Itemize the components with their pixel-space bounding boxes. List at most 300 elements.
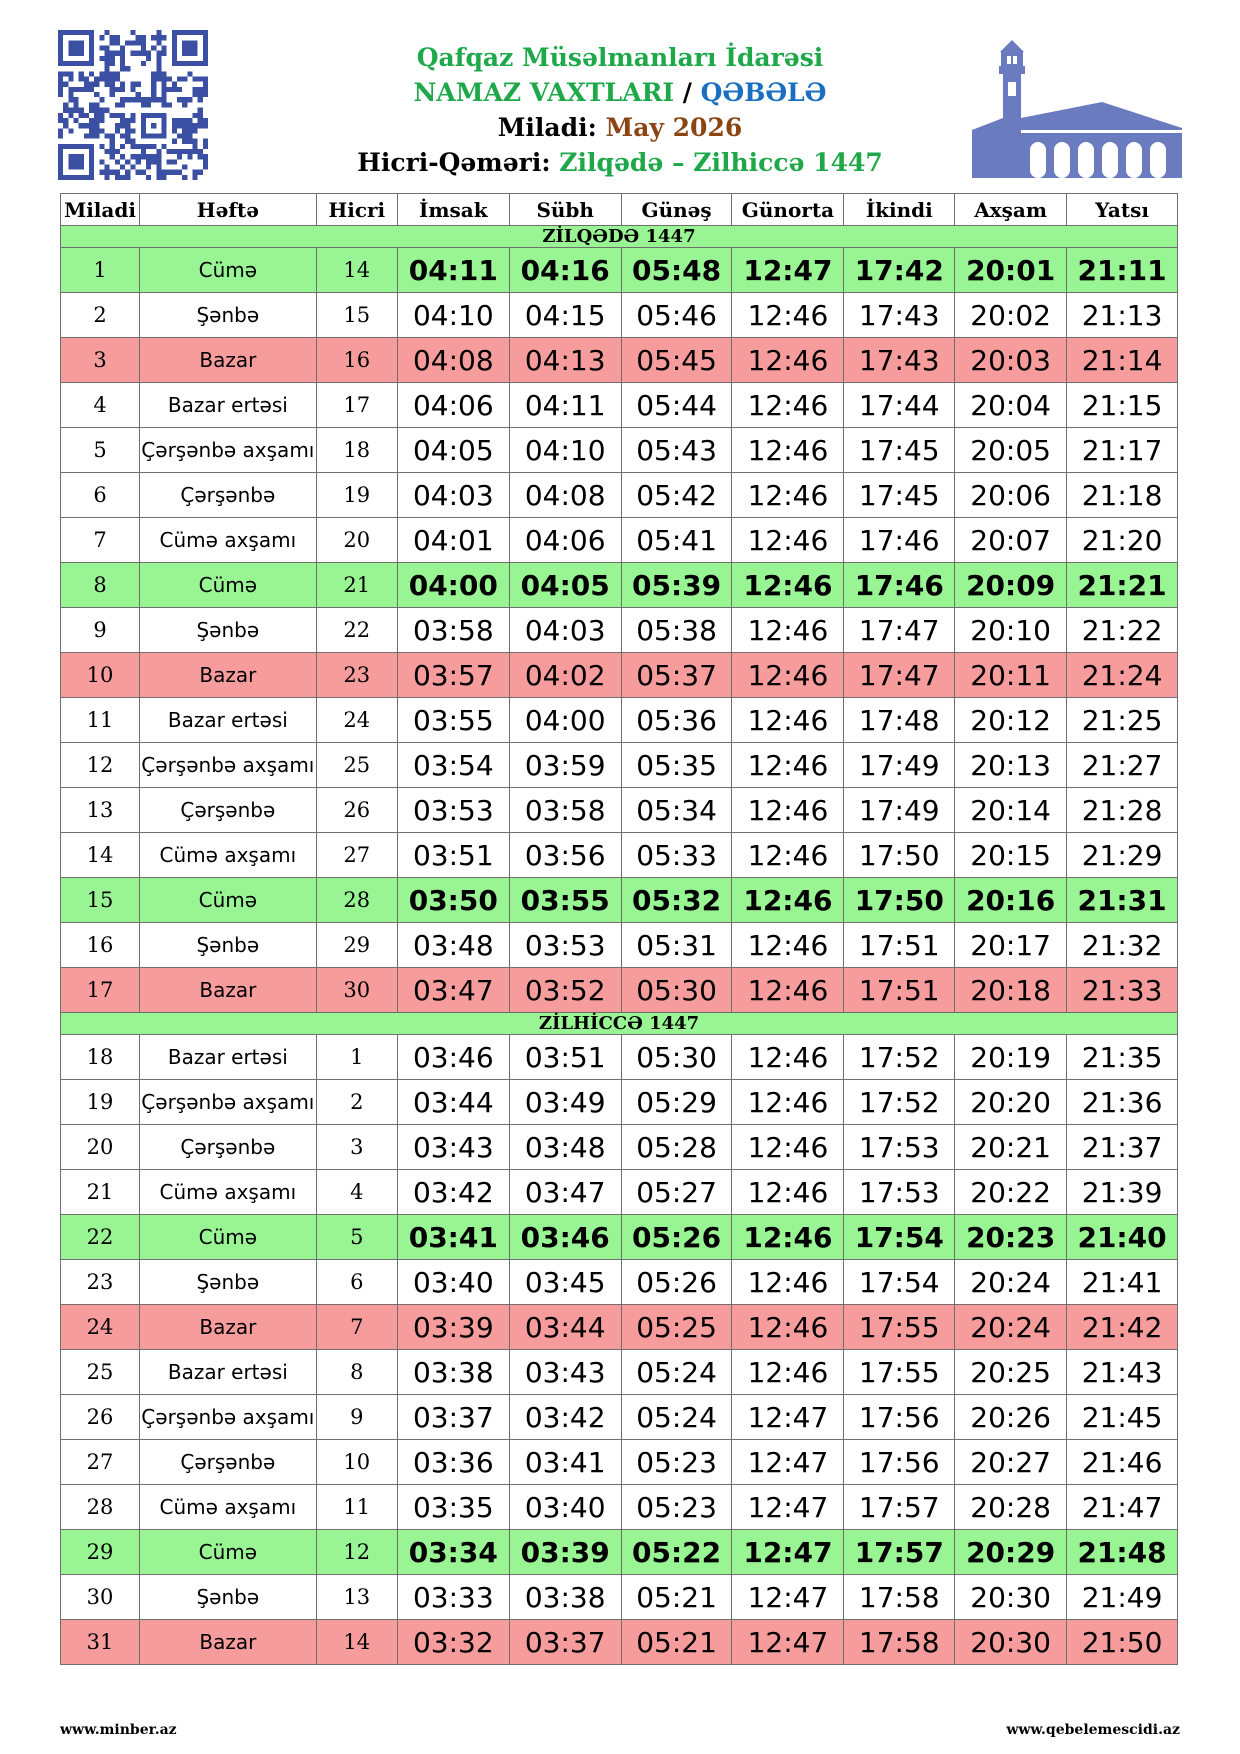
- axsam-time: 20:29: [955, 1530, 1067, 1575]
- page-header: [300, 40, 940, 180]
- miladi-day: 28: [61, 1485, 140, 1530]
- hijri-day: 29: [316, 923, 397, 968]
- section-header-row: [61, 1013, 1178, 1035]
- imsak-time: 03:43: [397, 1125, 509, 1170]
- axsam-time: 20:14: [955, 788, 1067, 833]
- hijri-day: 2: [316, 1080, 397, 1125]
- miladi-day: 7: [61, 518, 140, 563]
- gunorta-time: 12:46: [732, 743, 844, 788]
- imsak-time: 03:51: [397, 833, 509, 878]
- miladi-day: 13: [61, 788, 140, 833]
- miladi-value: May 2026: [605, 113, 743, 142]
- subh-time: 03:58: [509, 788, 621, 833]
- weekday: Çərşənbə: [140, 1440, 317, 1485]
- yatsi-time: 21:50: [1067, 1620, 1178, 1665]
- column-header: Günorta: [732, 194, 844, 226]
- imsak-time: 03:54: [397, 743, 509, 788]
- axsam-time: 20:03: [955, 338, 1067, 383]
- subh-time: 04:11: [509, 383, 621, 428]
- subh-time: 03:46: [509, 1215, 621, 1260]
- footer-right-link[interactable]: www.qebelemescidi.az: [1006, 1722, 1180, 1738]
- gunes-time: 05:36: [621, 698, 732, 743]
- imsak-time: 03:42: [397, 1170, 509, 1215]
- table-header-row: [61, 194, 1178, 226]
- miladi-day: 5: [61, 428, 140, 473]
- weekday: Cümə axşamı: [140, 833, 317, 878]
- ikindi-time: 17:51: [844, 923, 955, 968]
- gunes-time: 05:34: [621, 788, 732, 833]
- table-row: [61, 1485, 1178, 1530]
- yatsi-time: 21:20: [1067, 518, 1178, 563]
- gunes-time: 05:29: [621, 1080, 732, 1125]
- gunes-time: 05:31: [621, 923, 732, 968]
- miladi-label: Miladi:: [497, 113, 597, 142]
- axsam-time: 20:10: [955, 608, 1067, 653]
- axsam-time: 20:30: [955, 1620, 1067, 1665]
- yatsi-time: 21:40: [1067, 1215, 1178, 1260]
- gunorta-time: 12:46: [732, 608, 844, 653]
- table-row: [61, 923, 1178, 968]
- axsam-time: 20:27: [955, 1440, 1067, 1485]
- table-body: [61, 226, 1178, 1665]
- hijri-day: 22: [316, 608, 397, 653]
- gunes-time: 05:21: [621, 1620, 732, 1665]
- subh-time: 03:59: [509, 743, 621, 788]
- miladi-day: 2: [61, 293, 140, 338]
- imsak-time: 03:53: [397, 788, 509, 833]
- gunorta-time: 12:47: [732, 1575, 844, 1620]
- imsak-time: 04:06: [397, 383, 509, 428]
- imsak-time: 03:37: [397, 1395, 509, 1440]
- hijri-day: 14: [316, 248, 397, 293]
- gunes-time: 05:35: [621, 743, 732, 788]
- gunes-time: 05:28: [621, 1125, 732, 1170]
- yatsi-time: 21:31: [1067, 878, 1178, 923]
- miladi-day: 25: [61, 1350, 140, 1395]
- miladi-day: 9: [61, 608, 140, 653]
- ikindi-time: 17:45: [844, 428, 955, 473]
- gunorta-time: 12:46: [732, 878, 844, 923]
- axsam-time: 20:21: [955, 1125, 1067, 1170]
- gunes-time: 05:43: [621, 428, 732, 473]
- yatsi-time: 21:24: [1067, 653, 1178, 698]
- footer-left-link[interactable]: www.minber.az: [60, 1722, 177, 1738]
- subh-time: 04:00: [509, 698, 621, 743]
- weekday: Çərşənbə: [140, 1125, 317, 1170]
- gunes-time: 05:24: [621, 1395, 732, 1440]
- hijri-day: 3: [316, 1125, 397, 1170]
- weekday: Bazar: [140, 653, 317, 698]
- axsam-time: 20:05: [955, 428, 1067, 473]
- subh-time: 03:42: [509, 1395, 621, 1440]
- yatsi-time: 21:27: [1067, 743, 1178, 788]
- gunorta-time: 12:47: [732, 1395, 844, 1440]
- weekday: Cümə: [140, 1215, 317, 1260]
- weekday: Şənbə: [140, 608, 317, 653]
- hijri-day: 7: [316, 1305, 397, 1350]
- miladi-day: 27: [61, 1440, 140, 1485]
- axsam-time: 20:28: [955, 1485, 1067, 1530]
- mosque-minaret-icon: [972, 30, 1182, 180]
- table-row: [61, 1395, 1178, 1440]
- gunes-time: 05:23: [621, 1485, 732, 1530]
- table-row: [61, 563, 1178, 608]
- weekday: Çərşənbə axşamı: [140, 743, 317, 788]
- prayer-times-table: [60, 193, 1178, 1665]
- miladi-day: 16: [61, 923, 140, 968]
- imsak-time: 03:58: [397, 608, 509, 653]
- hijri-line: [300, 145, 940, 180]
- gunes-time: 05:26: [621, 1260, 732, 1305]
- yatsi-time: 21:14: [1067, 338, 1178, 383]
- table-row: [61, 788, 1178, 833]
- table-row: [61, 1305, 1178, 1350]
- subh-time: 03:52: [509, 968, 621, 1013]
- axsam-time: 20:26: [955, 1395, 1067, 1440]
- hijri-label: Hicri-Qəməri:: [357, 148, 551, 177]
- ikindi-time: 17:57: [844, 1530, 955, 1575]
- gunorta-time: 12:46: [732, 1035, 844, 1080]
- table-row: [61, 338, 1178, 383]
- imsak-time: 03:50: [397, 878, 509, 923]
- ikindi-time: 17:56: [844, 1440, 955, 1485]
- ikindi-time: 17:49: [844, 743, 955, 788]
- table-row: [61, 743, 1178, 788]
- subh-time: 03:39: [509, 1530, 621, 1575]
- ikindi-time: 17:58: [844, 1575, 955, 1620]
- weekday: Bazar: [140, 1305, 317, 1350]
- miladi-day: 21: [61, 1170, 140, 1215]
- ikindi-time: 17:55: [844, 1350, 955, 1395]
- table-row: [61, 653, 1178, 698]
- hijri-day: 19: [316, 473, 397, 518]
- table-row: [61, 698, 1178, 743]
- ikindi-time: 17:53: [844, 1170, 955, 1215]
- gunorta-time: 12:47: [732, 1440, 844, 1485]
- gunorta-time: 12:46: [732, 1260, 844, 1305]
- imsak-time: 04:01: [397, 518, 509, 563]
- weekday: Bazar: [140, 338, 317, 383]
- yatsi-time: 21:46: [1067, 1440, 1178, 1485]
- imsak-time: 03:40: [397, 1260, 509, 1305]
- yatsi-time: 21:47: [1067, 1485, 1178, 1530]
- yatsi-time: 21:48: [1067, 1530, 1178, 1575]
- gunes-time: 05:32: [621, 878, 732, 923]
- hijri-day: 25: [316, 743, 397, 788]
- imsak-time: 04:05: [397, 428, 509, 473]
- gunorta-time: 12:47: [732, 248, 844, 293]
- hijri-day: 15: [316, 293, 397, 338]
- imsak-time: 03:35: [397, 1485, 509, 1530]
- imsak-time: 03:46: [397, 1035, 509, 1080]
- ikindi-time: 17:47: [844, 608, 955, 653]
- weekday: Çərşənbə: [140, 473, 317, 518]
- miladi-day: 19: [61, 1080, 140, 1125]
- hijri-day: 17: [316, 383, 397, 428]
- imsak-time: 03:39: [397, 1305, 509, 1350]
- gunes-time: 05:37: [621, 653, 732, 698]
- yatsi-time: 21:39: [1067, 1170, 1178, 1215]
- ikindi-time: 17:52: [844, 1080, 955, 1125]
- yatsi-time: 21:29: [1067, 833, 1178, 878]
- ikindi-time: 17:54: [844, 1260, 955, 1305]
- table-row: [61, 383, 1178, 428]
- column-header: Axşam: [955, 194, 1067, 226]
- table-row: [61, 1620, 1178, 1665]
- gunes-time: 05:44: [621, 383, 732, 428]
- gunorta-time: 12:47: [732, 1485, 844, 1530]
- table-row: [61, 1575, 1178, 1620]
- weekday: Cümə axşamı: [140, 1485, 317, 1530]
- yatsi-time: 21:35: [1067, 1035, 1178, 1080]
- yatsi-time: 21:28: [1067, 788, 1178, 833]
- axsam-time: 20:13: [955, 743, 1067, 788]
- table-row: [61, 1125, 1178, 1170]
- yatsi-time: 21:11: [1067, 248, 1178, 293]
- hijri-day: 10: [316, 1440, 397, 1485]
- miladi-day: 29: [61, 1530, 140, 1575]
- weekday: Cümə: [140, 563, 317, 608]
- axsam-time: 20:07: [955, 518, 1067, 563]
- subh-time: 03:45: [509, 1260, 621, 1305]
- yatsi-time: 21:33: [1067, 968, 1178, 1013]
- miladi-day: 17: [61, 968, 140, 1013]
- axsam-time: 20:02: [955, 293, 1067, 338]
- ikindi-time: 17:49: [844, 788, 955, 833]
- gunes-time: 05:30: [621, 968, 732, 1013]
- gunorta-time: 12:46: [732, 1170, 844, 1215]
- table-row: [61, 1170, 1178, 1215]
- table-row: [61, 518, 1178, 563]
- weekday: Şənbə: [140, 293, 317, 338]
- gunorta-time: 12:46: [732, 1215, 844, 1260]
- gunorta-time: 12:46: [732, 833, 844, 878]
- miladi-day: 24: [61, 1305, 140, 1350]
- axsam-time: 20:06: [955, 473, 1067, 518]
- yatsi-time: 21:25: [1067, 698, 1178, 743]
- weekday: Cümə axşamı: [140, 518, 317, 563]
- section-title: ZİLQƏDƏ 1447: [61, 226, 1178, 248]
- org-name: Qafqaz Müsəlmanları İdarəsi: [416, 43, 824, 72]
- table-row: [61, 473, 1178, 518]
- hijri-day: 28: [316, 878, 397, 923]
- gunorta-time: 12:47: [732, 1530, 844, 1575]
- weekday: Bazar ertəsi: [140, 1350, 317, 1395]
- hijri-day: 18: [316, 428, 397, 473]
- gunorta-time: 12:46: [732, 473, 844, 518]
- hijri-day: 4: [316, 1170, 397, 1215]
- miladi-day: 4: [61, 383, 140, 428]
- ikindi-time: 17:50: [844, 878, 955, 923]
- weekday: Cümə: [140, 878, 317, 923]
- subh-time: 04:06: [509, 518, 621, 563]
- yatsi-time: 21:22: [1067, 608, 1178, 653]
- imsak-time: 03:36: [397, 1440, 509, 1485]
- hijri-day: 20: [316, 518, 397, 563]
- ikindi-time: 17:54: [844, 1215, 955, 1260]
- gunes-time: 05:48: [621, 248, 732, 293]
- column-header: Hicri: [316, 194, 397, 226]
- weekday: Cümə: [140, 1530, 317, 1575]
- column-header: İkindi: [844, 194, 955, 226]
- hijri-day: 1: [316, 1035, 397, 1080]
- hijri-day: 26: [316, 788, 397, 833]
- gunorta-time: 12:46: [732, 518, 844, 563]
- weekday: Cümə axşamı: [140, 1170, 317, 1215]
- imsak-time: 03:34: [397, 1530, 509, 1575]
- table-row: [61, 1530, 1178, 1575]
- weekday: Cümə: [140, 248, 317, 293]
- axsam-time: 20:25: [955, 1350, 1067, 1395]
- table-row: [61, 968, 1178, 1013]
- miladi-day: 26: [61, 1395, 140, 1440]
- gunorta-time: 12:46: [732, 1080, 844, 1125]
- table-row: [61, 1350, 1178, 1395]
- hijri-day: 16: [316, 338, 397, 383]
- subh-time: 04:08: [509, 473, 621, 518]
- imsak-time: 03:33: [397, 1575, 509, 1620]
- hijri-value: Zilqədə – Zilhiccə 1447: [559, 148, 883, 177]
- imsak-time: 04:03: [397, 473, 509, 518]
- hijri-day: 14: [316, 1620, 397, 1665]
- axsam-time: 20:12: [955, 698, 1067, 743]
- weekday: Çərşənbə axşamı: [140, 1080, 317, 1125]
- gunorta-time: 12:46: [732, 1350, 844, 1395]
- qr-code-icon: [58, 30, 208, 180]
- ikindi-time: 17:55: [844, 1305, 955, 1350]
- miladi-day: 23: [61, 1260, 140, 1305]
- ikindi-time: 17:51: [844, 968, 955, 1013]
- column-header: Günəş: [621, 194, 732, 226]
- miladi-day: 22: [61, 1215, 140, 1260]
- column-header: Həftə: [140, 194, 317, 226]
- yatsi-time: 21:17: [1067, 428, 1178, 473]
- imsak-time: 03:41: [397, 1215, 509, 1260]
- ikindi-time: 17:47: [844, 653, 955, 698]
- yatsi-time: 21:18: [1067, 473, 1178, 518]
- ikindi-time: 17:50: [844, 833, 955, 878]
- subh-time: 04:05: [509, 563, 621, 608]
- subh-time: 03:49: [509, 1080, 621, 1125]
- table-row: [61, 833, 1178, 878]
- gunorta-time: 12:46: [732, 1125, 844, 1170]
- miladi-day: 6: [61, 473, 140, 518]
- subh-time: 04:10: [509, 428, 621, 473]
- weekday: Çərşənbə: [140, 788, 317, 833]
- title-separator: /: [674, 78, 701, 107]
- miladi-day: 18: [61, 1035, 140, 1080]
- gunes-time: 05:33: [621, 833, 732, 878]
- ikindi-time: 17:42: [844, 248, 955, 293]
- imsak-time: 04:11: [397, 248, 509, 293]
- ikindi-time: 17:58: [844, 1620, 955, 1665]
- ikindi-time: 17:46: [844, 563, 955, 608]
- gunes-time: 05:42: [621, 473, 732, 518]
- yatsi-time: 21:41: [1067, 1260, 1178, 1305]
- axsam-time: 20:22: [955, 1170, 1067, 1215]
- hijri-day: 24: [316, 698, 397, 743]
- table-row: [61, 1260, 1178, 1305]
- miladi-day: 15: [61, 878, 140, 923]
- ikindi-time: 17:46: [844, 518, 955, 563]
- ikindi-time: 17:56: [844, 1395, 955, 1440]
- yatsi-time: 21:37: [1067, 1125, 1178, 1170]
- subh-time: 04:16: [509, 248, 621, 293]
- ikindi-time: 17:43: [844, 338, 955, 383]
- subh-time: 03:56: [509, 833, 621, 878]
- imsak-time: 03:55: [397, 698, 509, 743]
- column-header: Yatsı: [1067, 194, 1178, 226]
- axsam-time: 20:30: [955, 1575, 1067, 1620]
- yatsi-time: 21:42: [1067, 1305, 1178, 1350]
- axsam-time: 20:04: [955, 383, 1067, 428]
- yatsi-time: 21:36: [1067, 1080, 1178, 1125]
- axsam-time: 20:24: [955, 1305, 1067, 1350]
- imsak-time: 04:00: [397, 563, 509, 608]
- subh-time: 03:53: [509, 923, 621, 968]
- hijri-day: 5: [316, 1215, 397, 1260]
- table-row: [61, 1080, 1178, 1125]
- gunorta-time: 12:46: [732, 698, 844, 743]
- gunorta-time: 12:46: [732, 923, 844, 968]
- imsak-time: 03:47: [397, 968, 509, 1013]
- gunorta-time: 12:46: [732, 383, 844, 428]
- yatsi-time: 21:32: [1067, 923, 1178, 968]
- axsam-time: 20:11: [955, 653, 1067, 698]
- column-header: İmsak: [397, 194, 509, 226]
- table-row: [61, 428, 1178, 473]
- gunes-time: 05:39: [621, 563, 732, 608]
- hijri-day: 12: [316, 1530, 397, 1575]
- weekday: Şənbə: [140, 1260, 317, 1305]
- hijri-day: 9: [316, 1395, 397, 1440]
- gunorta-time: 12:46: [732, 563, 844, 608]
- column-header: Miladi: [61, 194, 140, 226]
- axsam-time: 20:01: [955, 248, 1067, 293]
- gunorta-time: 12:46: [732, 968, 844, 1013]
- hijri-day: 11: [316, 1485, 397, 1530]
- subh-time: 03:51: [509, 1035, 621, 1080]
- title-prefix: NAMAZ VAXTLARI: [413, 78, 675, 107]
- section-title: ZİLHİCCƏ 1447: [61, 1013, 1178, 1035]
- miladi-day: 30: [61, 1575, 140, 1620]
- gunorta-time: 12:46: [732, 788, 844, 833]
- table-row: [61, 1440, 1178, 1485]
- miladi-line: [300, 110, 940, 145]
- ikindi-time: 17:48: [844, 698, 955, 743]
- weekday: Çərşənbə axşamı: [140, 1395, 317, 1440]
- yatsi-time: 21:49: [1067, 1575, 1178, 1620]
- miladi-day: 8: [61, 563, 140, 608]
- miladi-day: 20: [61, 1125, 140, 1170]
- axsam-time: 20:20: [955, 1080, 1067, 1125]
- column-header: Sübh: [509, 194, 621, 226]
- subh-time: 04:13: [509, 338, 621, 383]
- table-row: [61, 248, 1178, 293]
- gunes-time: 05:25: [621, 1305, 732, 1350]
- axsam-time: 20:24: [955, 1260, 1067, 1305]
- yatsi-time: 21:15: [1067, 383, 1178, 428]
- gunorta-time: 12:47: [732, 1620, 844, 1665]
- subh-time: 03:38: [509, 1575, 621, 1620]
- gunorta-time: 12:46: [732, 428, 844, 473]
- ikindi-time: 17:45: [844, 473, 955, 518]
- weekday: Şənbə: [140, 1575, 317, 1620]
- imsak-time: 03:48: [397, 923, 509, 968]
- imsak-time: 03:57: [397, 653, 509, 698]
- gunes-time: 05:30: [621, 1035, 732, 1080]
- imsak-time: 03:38: [397, 1350, 509, 1395]
